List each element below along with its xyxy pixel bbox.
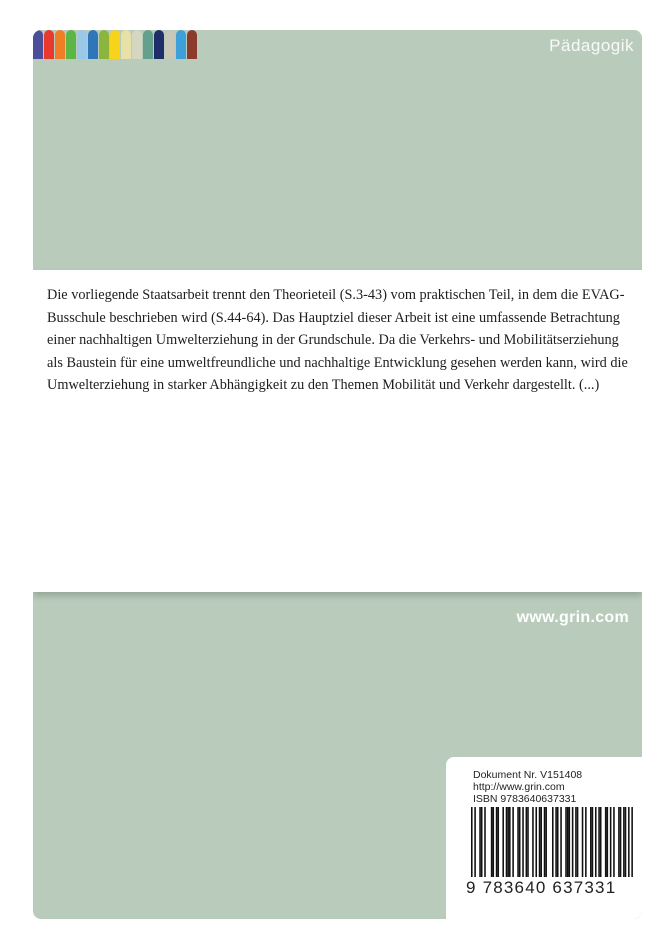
barcode-bar	[618, 807, 620, 877]
color-stripe	[121, 30, 131, 59]
color-stripe	[176, 30, 186, 59]
barcode-bar	[572, 807, 574, 877]
book-back-cover	[33, 30, 642, 919]
barcode-bar	[607, 807, 609, 877]
barcode-bar	[592, 807, 594, 877]
barcode-bar	[496, 807, 498, 877]
isbn-text: ISBN 9783640637331	[473, 793, 577, 805]
barcode-bar	[565, 807, 567, 877]
barcode-bar	[631, 807, 633, 877]
document-number: Dokument Nr. V151408	[473, 769, 583, 781]
barcode-bar	[613, 807, 615, 877]
barcode-bar	[628, 807, 630, 877]
barcode-bar	[600, 807, 602, 877]
barcode-bar	[605, 807, 607, 877]
barcode-bar	[545, 807, 547, 877]
barcode-bar	[625, 807, 627, 877]
color-stripe	[77, 30, 87, 59]
color-stripe	[88, 30, 98, 59]
color-stripe	[44, 30, 54, 59]
document-url: http://www.grin.com	[473, 781, 565, 793]
barcode-bar	[552, 807, 554, 877]
barcode-bar	[585, 807, 587, 877]
barcode-bar	[598, 807, 600, 877]
barcode-bar	[560, 807, 562, 877]
color-stripe	[143, 30, 153, 59]
barcode-bar	[569, 807, 571, 877]
barcode-bar	[539, 807, 541, 877]
color-stripe	[132, 30, 142, 59]
category-label: Pädagogik	[549, 36, 634, 55]
blurb-band	[33, 270, 642, 592]
barcode-bar	[522, 807, 524, 877]
barcode-bar	[526, 807, 528, 877]
barcode-bar	[575, 807, 577, 877]
barcode-bar	[479, 807, 481, 877]
color-stripe	[33, 30, 43, 59]
barcode-bar	[507, 807, 509, 877]
barcode-bar	[506, 807, 508, 877]
barcode-bar	[497, 807, 499, 877]
color-stripe	[154, 30, 164, 59]
barcode-bar	[519, 807, 521, 877]
color-stripe	[99, 30, 109, 59]
color-stripe	[187, 30, 197, 59]
color-stripe	[66, 30, 76, 59]
barcode-bar	[610, 807, 612, 877]
barcode-bar	[481, 807, 483, 877]
barcode-bar	[544, 807, 546, 877]
website-label: www.grin.com	[516, 609, 629, 626]
barcode-bar	[527, 807, 529, 877]
color-stripe	[165, 30, 175, 59]
barcode-bar	[595, 807, 597, 877]
barcode-bar	[620, 807, 622, 877]
blurb-text: Die vorliegende Staatsarbeit trennt den Theorieteil (S.3-43) vom praktischen Teil, in dem die EVAG-Busschule beschrieben wird (S.44-64). Das Hauptziel dieser Arbeit ist eine umfassende Betrachtung einer nachhaltigen Umwelterziehung in der Grundschule. Da die Verkehrs- und Mobilitätserziehung als Baustein für eine umweltfreundliche und nachhaltige Entwicklung gesehen werden kann, wird die Umwelterziehung in starker Abhängigkeit zu den Themen Mobilität und Verkehr dargestellt. (...)	[47, 287, 628, 394]
barcode-bar	[491, 807, 493, 877]
barcode-bar	[535, 807, 537, 877]
color-stripes	[33, 30, 198, 59]
barcode-bar	[484, 807, 486, 877]
barcode-bar	[557, 807, 559, 877]
barcode-bar	[502, 807, 504, 877]
barcode-bar	[582, 807, 584, 877]
document-info-box	[446, 757, 642, 919]
color-stripe	[110, 30, 120, 59]
barcode-bar	[509, 807, 511, 877]
barcode-digits: 9 783640 637331	[466, 878, 617, 897]
barcode-bar	[577, 807, 579, 877]
barcode-bar	[540, 807, 542, 877]
barcode-bar	[474, 807, 476, 877]
barcode-bar	[532, 807, 534, 877]
barcode-bar	[471, 807, 473, 877]
barcode-bar	[623, 807, 625, 877]
color-stripe	[55, 30, 65, 59]
barcode-bar	[555, 807, 557, 877]
barcode-bar	[567, 807, 569, 877]
barcode-bar	[512, 807, 514, 877]
barcode-bar	[492, 807, 494, 877]
barcode-bar	[590, 807, 592, 877]
barcode-bar	[517, 807, 519, 877]
